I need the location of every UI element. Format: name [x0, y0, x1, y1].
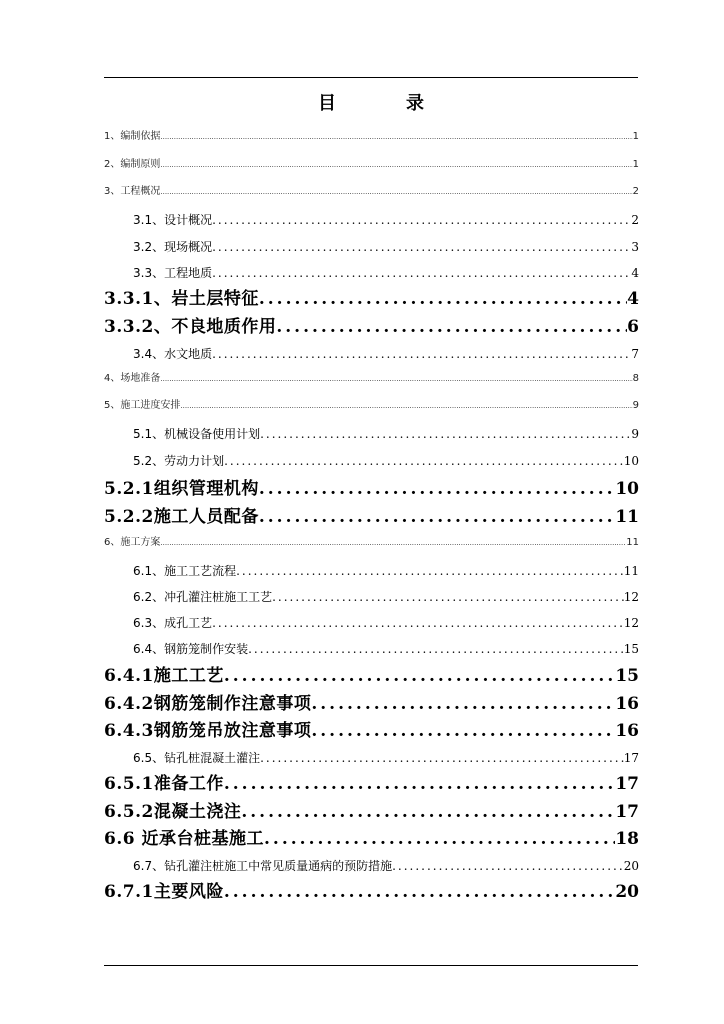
- toc-entry-label: 1、编制依据: [104, 131, 161, 142]
- toc-entry[interactable]: [104, 536, 639, 550]
- toc-leader: [276, 315, 627, 339]
- toc-entry[interactable]: [104, 130, 639, 144]
- toc-leader: [260, 749, 624, 767]
- toc-entry-page: 12: [623, 590, 639, 604]
- toc-entry-page: 7: [631, 347, 639, 361]
- toc-entry[interactable]: [104, 211, 639, 229]
- toc-entry[interactable]: [104, 372, 639, 386]
- toc-entry-label: 6.4.1施工工艺: [104, 666, 224, 686]
- toc-entry-page: 9: [632, 400, 639, 411]
- toc-entry-page: 2: [631, 213, 639, 227]
- toc-leader: [224, 772, 616, 796]
- toc-leader: [224, 880, 616, 904]
- toc-leader: [264, 827, 615, 851]
- toc-entry-label: 6.6 近承台桩基施工: [104, 829, 264, 849]
- toc-leader: [160, 185, 632, 199]
- toc-entry[interactable]: [104, 692, 639, 716]
- toc-leader: [212, 345, 631, 363]
- toc-entry-page: 10: [623, 454, 639, 468]
- toc-entry-label: 2、编制原则: [104, 159, 161, 170]
- toc-entry-page: 20: [623, 859, 639, 873]
- footer-rule: [104, 965, 638, 966]
- toc-entry[interactable]: [104, 345, 639, 363]
- toc-entry[interactable]: [104, 238, 639, 256]
- toc-entry[interactable]: [104, 315, 639, 339]
- toc-entry-label: 5、施工进度安排: [104, 400, 181, 411]
- toc-entry[interactable]: [104, 425, 639, 443]
- toc-entry-page: 17: [615, 774, 639, 794]
- toc-entry-page: 11: [623, 564, 639, 578]
- toc-entry-label: 6.7、钻孔灌注桩施工中常见质量通病的预防措施: [133, 859, 393, 873]
- toc-entry-label: 6.2、冲孔灌注桩施工工艺: [133, 590, 273, 604]
- toc-entry[interactable]: [104, 827, 639, 851]
- toc-entry[interactable]: [104, 158, 639, 172]
- toc-entry[interactable]: [104, 749, 639, 767]
- toc-entry-page: 2: [632, 186, 639, 197]
- toc-entry-page: 8: [632, 373, 639, 384]
- toc-leader: [272, 588, 624, 606]
- toc-entry-label: 6.7.1主要风险: [104, 882, 224, 902]
- toc-leader: [160, 536, 626, 550]
- toc-entry[interactable]: [104, 640, 639, 658]
- toc-entry[interactable]: [104, 857, 639, 875]
- toc-entry-label: 5.2.1组织管理机构: [104, 479, 259, 499]
- toc-entry[interactable]: [104, 477, 639, 501]
- toc-entry-label: 5.2、劳动力计划: [133, 454, 225, 468]
- toc-leader: [224, 452, 624, 470]
- toc-entry-label: 6.4.2钢筋笼制作注意事项: [104, 694, 312, 714]
- toc-entry-label: 6.1、施工工艺流程: [133, 564, 237, 578]
- toc-entry-label: 6.5、钻孔桩混凝土灌注: [133, 751, 261, 765]
- toc-leader: [180, 399, 632, 413]
- toc-entry-label: 4、场地准备: [104, 373, 161, 384]
- toc-leader: [224, 664, 616, 688]
- toc-leader: [212, 264, 631, 282]
- toc-entry-page: 4: [631, 266, 639, 280]
- toc-entry-label: 3.4、水文地质: [133, 347, 213, 361]
- toc-entry[interactable]: [104, 562, 639, 580]
- toc-entry-label: 3.3.1、岩土层特征: [104, 289, 259, 309]
- toc-leader: [259, 505, 616, 529]
- toc-leader: [259, 477, 616, 501]
- toc-entry-page: 15: [623, 642, 639, 656]
- toc-entry-label: 3.1、设计概况: [133, 213, 213, 227]
- toc-entry-page: 6: [627, 317, 639, 337]
- toc-leader: [212, 614, 624, 632]
- toc-entry-page: 18: [615, 829, 639, 849]
- toc-leader: [392, 857, 624, 875]
- toc-leader: [311, 719, 615, 743]
- toc-entry-label: 6.5.1准备工作: [104, 774, 224, 794]
- toc-entry[interactable]: [104, 719, 639, 743]
- toc-entry-page: 10: [615, 479, 639, 499]
- toc-leader: [212, 211, 631, 229]
- toc-entry[interactable]: [104, 664, 639, 688]
- toc-entry[interactable]: [104, 772, 639, 796]
- toc-entry-page: 16: [615, 694, 639, 714]
- toc-entry[interactable]: [104, 505, 639, 529]
- toc-entry[interactable]: [104, 399, 639, 413]
- toc-entry-page: 11: [615, 507, 639, 527]
- toc-leader: [248, 640, 624, 658]
- toc-leader: [212, 238, 631, 256]
- toc-entry[interactable]: [104, 588, 639, 606]
- toc-entry-page: 11: [626, 537, 639, 548]
- toc-entry-label: 6.4.3钢筋笼吊放注意事项: [104, 721, 312, 741]
- toc-leader: [260, 425, 631, 443]
- toc-entry-page: 20: [615, 882, 639, 902]
- toc-entry-label: 5.1、机械设备使用计划: [133, 427, 261, 441]
- toc-entry-page: 3: [631, 240, 639, 254]
- toc-entry-label: 3、工程概况: [104, 186, 161, 197]
- toc-entry-label: 3.2、现场概况: [133, 240, 213, 254]
- toc-title: 目 录: [318, 93, 450, 114]
- toc-entry[interactable]: [104, 287, 639, 311]
- toc-entry-page: 16: [615, 721, 639, 741]
- toc-entry-label: 5.2.2施工人员配备: [104, 507, 259, 527]
- toc-leader: [259, 287, 627, 311]
- toc-entry-page: 4: [627, 289, 639, 309]
- toc-entry-label: 6.5.2混凝土浇注: [104, 802, 242, 822]
- toc-leader: [160, 158, 632, 172]
- table-of-contents: [104, 0, 639, 1024]
- toc-entry-page: 17: [615, 802, 639, 822]
- toc-entry-page: 12: [623, 616, 639, 630]
- toc-leader: [241, 800, 615, 824]
- toc-entry-label: 6、施工方案: [104, 537, 161, 548]
- toc-entry[interactable]: [104, 264, 639, 282]
- toc-entry[interactable]: [104, 800, 639, 824]
- toc-leader: [236, 562, 624, 580]
- toc-entry-label: 3.3.2、不良地质作用: [104, 317, 277, 337]
- toc-leader: [311, 692, 615, 716]
- toc-entry-label: 6.3、成孔工艺: [133, 616, 213, 630]
- toc-entry-label: 3.3、工程地质: [133, 266, 213, 280]
- toc-leader: [160, 130, 632, 144]
- toc-entry[interactable]: [104, 880, 639, 904]
- toc-entry-page: 9: [631, 427, 639, 441]
- toc-leader: [160, 372, 632, 386]
- toc-entry[interactable]: [104, 452, 639, 470]
- toc-entry-page: 17: [623, 751, 639, 765]
- toc-entry-label: 6.4、钢筋笼制作安装: [133, 642, 249, 656]
- toc-entry[interactable]: [104, 614, 639, 632]
- toc-entry-page: 15: [615, 666, 639, 686]
- toc-entry-page: 1: [632, 131, 639, 142]
- toc-entry-page: 1: [632, 159, 639, 170]
- toc-entry[interactable]: [104, 185, 639, 199]
